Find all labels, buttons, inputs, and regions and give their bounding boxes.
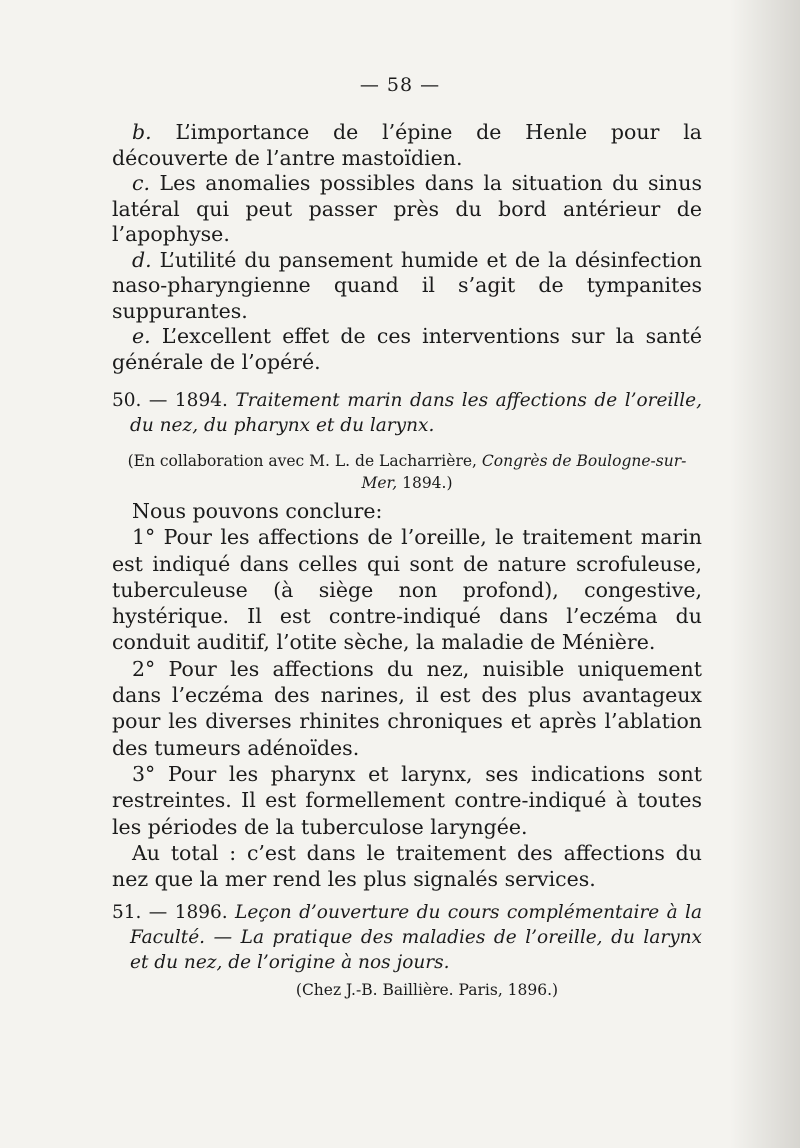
conclusion-point: Au total : c’est dans le traitement des affections du nez que la mer rend les plus signalés services. xyxy=(112,840,702,892)
list-item: c. Les anomalies possibles dans la situation du sinus latéral qui peut passer près du bord antérieur de l’apophyse. xyxy=(112,171,702,246)
list-section xyxy=(112,120,702,375)
entry-heading xyxy=(112,900,702,975)
page-edge-shadow xyxy=(730,0,800,1148)
list-item: e. L’excellent effet de ces interventions sur la santé générale de l’opéré. xyxy=(112,324,702,374)
entry-number: 51. — 1896. xyxy=(112,902,228,923)
entry-citation: (Chez J.-B. Baillière. Paris, 1896.) xyxy=(295,981,559,999)
conclusion-point: 2° Pour les affections du nez, nuisible uniquement dans l’eczéma des narines, il est des plus avantageux pour les diverses rhinites chroniques et après l’ablation des tumeurs adénoïdes. xyxy=(112,656,702,760)
list-item: d. L’utilité du pansement humide et de la désinfection naso-pharyngienne quand il s’agit de tympanites suppurantes. xyxy=(112,247,702,323)
conclusion-intro: Nous pouvons conclure: xyxy=(132,499,383,523)
conclusion-section xyxy=(112,498,702,892)
list-item: b. L’importance de l’épine de Henle pour la découverte de l’antre mastoïdien. xyxy=(112,120,702,170)
entry-citation: (En collaboration avec M. L. de Lacharrière, Congrès de Boulogne-sur-Mer, 1894.) xyxy=(127,452,687,492)
bibliography-entry-50 xyxy=(112,388,702,494)
entry-title: Leçon d’ouverture du cours complémentaire à la Faculté. — La pratique des maladies de l’oreille, du larynx et du nez, de l’origine à nos jours. xyxy=(130,902,702,973)
conclusion-point: 1° Pour les affections de l’oreille, le traitement marin est indiqué dans celles qui sont de nature scrofuleuse, tuberculeuse (à siège non profond), congestive, hystérique. Il est contre-indiqué dans l’eczéma du conduit auditif, l’otite sèche, la maladie de Ménière. xyxy=(112,525,702,655)
bibliography-entry-51 xyxy=(112,900,702,1001)
conclusion-point: 3° Pour les pharynx et larynx, ses indications sont restreintes. Il est formellement contre-indiqué à toutes les périodes de la tuberculose laryngée. xyxy=(112,761,702,839)
entry-heading xyxy=(112,388,702,438)
page-number: — 58 — xyxy=(359,74,441,96)
entry-title: Traitement marin dans les affections de l’oreille, du nez, du pharynx et du larynx. xyxy=(130,390,702,436)
entry-number: 50. — 1894. xyxy=(112,390,228,411)
